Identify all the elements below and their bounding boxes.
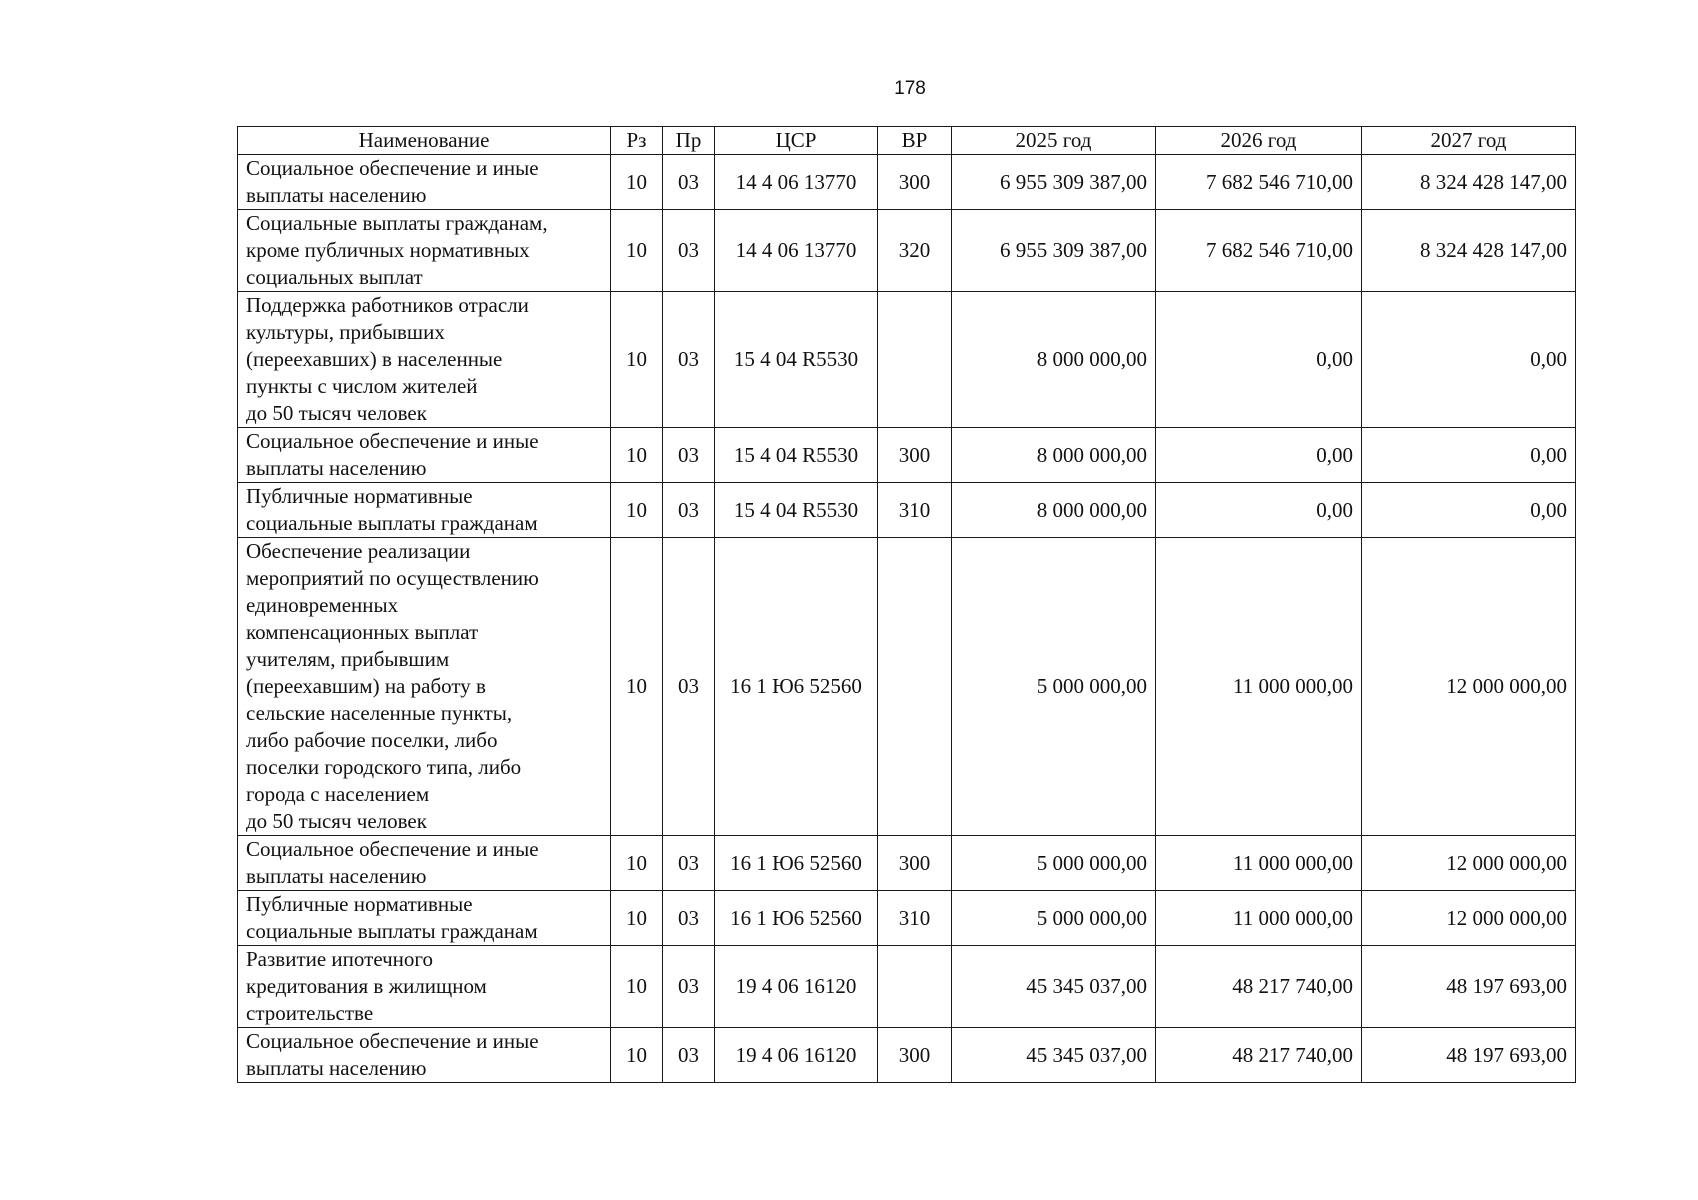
row-pr: 03 xyxy=(663,483,715,538)
row-2025: 6 955 309 387,00 xyxy=(952,155,1156,210)
row-2026: 0,00 xyxy=(1156,292,1362,428)
row-pr: 03 xyxy=(663,428,715,483)
row-vr: 300 xyxy=(878,428,952,483)
row-name: Поддержка работников отрасли культуры, прибывших (переехавших) в населенные пункты с числом жителей до 50 тысяч человек xyxy=(238,292,611,428)
row-pr: 03 xyxy=(663,1028,715,1083)
table-row xyxy=(238,155,1576,210)
row-2027: 8 324 428 147,00 xyxy=(1362,210,1576,292)
row-pr: 03 xyxy=(663,836,715,891)
header-2026: 2026 год xyxy=(1156,127,1362,155)
row-rz: 10 xyxy=(611,538,663,836)
row-vr xyxy=(878,538,952,836)
row-vr: 300 xyxy=(878,836,952,891)
row-vr: 300 xyxy=(878,155,952,210)
row-2025: 45 345 037,00 xyxy=(952,946,1156,1028)
header-2027: 2027 год xyxy=(1362,127,1576,155)
row-csr: 16 1 Ю6 52560 xyxy=(715,836,878,891)
row-rz: 10 xyxy=(611,155,663,210)
row-csr: 15 4 04 R5530 xyxy=(715,483,878,538)
row-csr: 19 4 06 16120 xyxy=(715,946,878,1028)
row-name: Публичные нормативные социальные выплаты гражданам xyxy=(238,891,611,946)
row-name: Социальные выплаты гражданам, кроме публичных нормативных социальных выплат xyxy=(238,210,611,292)
row-name: Развитие ипотечного кредитования в жилищном строительстве xyxy=(238,946,611,1028)
row-rz: 10 xyxy=(611,946,663,1028)
row-vr xyxy=(878,946,952,1028)
header-name: Наименование xyxy=(238,127,611,155)
row-csr: 15 4 04 R5530 xyxy=(715,292,878,428)
row-2027: 0,00 xyxy=(1362,292,1576,428)
row-name: Публичные нормативные социальные выплаты гражданам xyxy=(238,483,611,538)
row-csr: 14 4 06 13770 xyxy=(715,210,878,292)
table-row xyxy=(238,538,1576,836)
row-rz: 10 xyxy=(611,210,663,292)
row-rz: 10 xyxy=(611,483,663,538)
row-pr: 03 xyxy=(663,946,715,1028)
table-header-row xyxy=(238,127,1576,155)
row-2026: 11 000 000,00 xyxy=(1156,538,1362,836)
header-2025: 2025 год xyxy=(952,127,1156,155)
row-name: Обеспечение реализации мероприятий по осуществлению единовременных компенсационных выплат учителям, прибывшим (переехавшим) на работу в сельские населенные пункты, либо рабочие поселки, либо поселки городского типа, либо города с населением до 50 тысяч человек xyxy=(238,538,611,836)
row-name: Социальное обеспечение и иные выплаты населению xyxy=(238,428,611,483)
row-2025: 5 000 000,00 xyxy=(952,836,1156,891)
row-rz: 10 xyxy=(611,836,663,891)
row-csr: 15 4 04 R5530 xyxy=(715,428,878,483)
budget-table xyxy=(237,126,1576,1083)
row-vr: 300 xyxy=(878,1028,952,1083)
row-2025: 8 000 000,00 xyxy=(952,428,1156,483)
row-rz: 10 xyxy=(611,292,663,428)
row-2026: 7 682 546 710,00 xyxy=(1156,155,1362,210)
row-2027: 0,00 xyxy=(1362,428,1576,483)
row-2025: 8 000 000,00 xyxy=(952,292,1156,428)
row-csr: 16 1 Ю6 52560 xyxy=(715,891,878,946)
row-2027: 0,00 xyxy=(1362,483,1576,538)
row-2026: 0,00 xyxy=(1156,428,1362,483)
row-pr: 03 xyxy=(663,891,715,946)
row-pr: 03 xyxy=(663,292,715,428)
row-pr: 03 xyxy=(663,538,715,836)
row-vr xyxy=(878,292,952,428)
row-2027: 12 000 000,00 xyxy=(1362,836,1576,891)
row-2025: 5 000 000,00 xyxy=(952,538,1156,836)
row-2026: 48 217 740,00 xyxy=(1156,946,1362,1028)
row-name: Социальное обеспечение и иные выплаты населению xyxy=(238,836,611,891)
row-2026: 0,00 xyxy=(1156,483,1362,538)
row-2026: 11 000 000,00 xyxy=(1156,836,1362,891)
row-csr: 16 1 Ю6 52560 xyxy=(715,538,878,836)
row-2026: 11 000 000,00 xyxy=(1156,891,1362,946)
row-rz: 10 xyxy=(611,428,663,483)
row-2026: 7 682 546 710,00 xyxy=(1156,210,1362,292)
row-rz: 10 xyxy=(611,891,663,946)
row-vr: 320 xyxy=(878,210,952,292)
header-rz: Рз xyxy=(611,127,663,155)
row-rz: 10 xyxy=(611,1028,663,1083)
row-csr: 19 4 06 16120 xyxy=(715,1028,878,1083)
table-row xyxy=(238,891,1576,946)
row-2027: 48 197 693,00 xyxy=(1362,946,1576,1028)
table-row xyxy=(238,483,1576,538)
row-pr: 03 xyxy=(663,155,715,210)
table-row xyxy=(238,946,1576,1028)
table-row xyxy=(238,428,1576,483)
row-name: Социальное обеспечение и иные выплаты населению xyxy=(238,155,611,210)
table-row xyxy=(238,1028,1576,1083)
row-2025: 6 955 309 387,00 xyxy=(952,210,1156,292)
row-2027: 12 000 000,00 xyxy=(1362,891,1576,946)
header-pr: Пр xyxy=(663,127,715,155)
row-2025: 8 000 000,00 xyxy=(952,483,1156,538)
page-number: 178 xyxy=(894,78,926,99)
row-2025: 45 345 037,00 xyxy=(952,1028,1156,1083)
row-vr: 310 xyxy=(878,891,952,946)
row-2027: 12 000 000,00 xyxy=(1362,538,1576,836)
row-name: Социальное обеспечение и иные выплаты населению xyxy=(238,1028,611,1083)
row-2027: 8 324 428 147,00 xyxy=(1362,155,1576,210)
row-2026: 48 217 740,00 xyxy=(1156,1028,1362,1083)
row-2025: 5 000 000,00 xyxy=(952,891,1156,946)
row-csr: 14 4 06 13770 xyxy=(715,155,878,210)
header-csr: ЦСР xyxy=(715,127,878,155)
header-vr: ВР xyxy=(878,127,952,155)
row-vr: 310 xyxy=(878,483,952,538)
table-row xyxy=(238,836,1576,891)
row-2027: 48 197 693,00 xyxy=(1362,1028,1576,1083)
table-row xyxy=(238,292,1576,428)
table-row xyxy=(238,210,1576,292)
row-pr: 03 xyxy=(663,210,715,292)
